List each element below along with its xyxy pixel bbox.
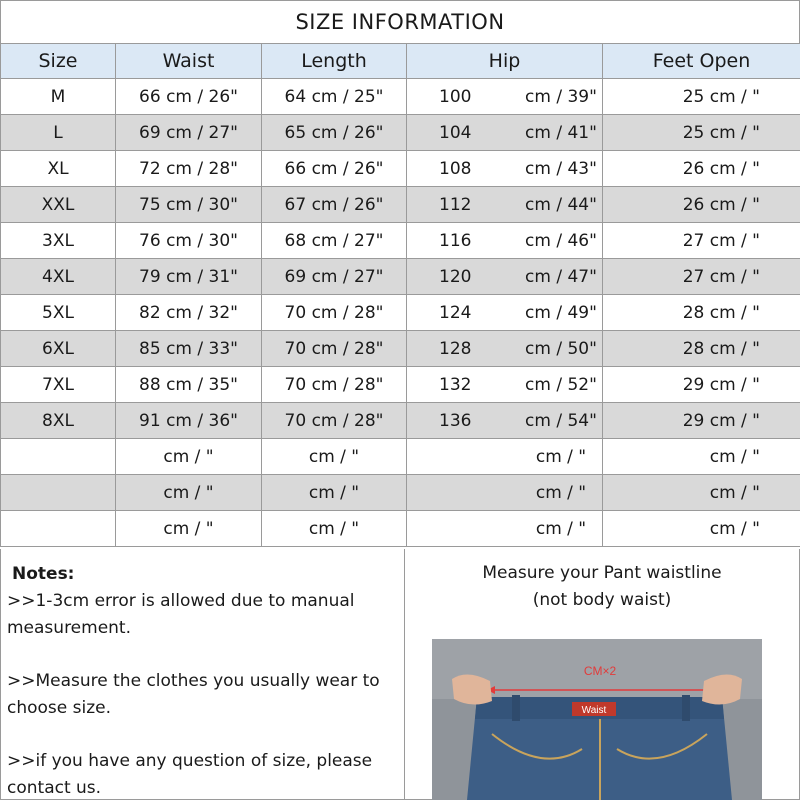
hip-cell (407, 475, 603, 511)
hip-unit-value: cm / 39" (501, 87, 603, 107)
length-cell: 64 cm / 25" (262, 79, 407, 115)
feet-open-cell: 25 cm / " (603, 115, 800, 151)
hip-cell (407, 79, 603, 115)
hip-cm-value: 104 (407, 123, 501, 143)
size-chart-title: SIZE INFORMATION (0, 0, 800, 44)
measure-instruction: Measure your Pant waistline (405, 563, 799, 583)
hip-cell (407, 403, 603, 439)
length-cell: 65 cm / 26" (262, 115, 407, 151)
length-cell: 67 cm / 26" (262, 187, 407, 223)
hip-unit-value: cm / " (501, 483, 603, 503)
hip-unit-value: cm / 52" (501, 375, 603, 395)
waist-cell: cm / " (116, 439, 262, 475)
length-cell: 66 cm / 26" (262, 151, 407, 187)
measure-label: CM×2 (584, 664, 617, 678)
header-feet-open: Feet Open (603, 44, 800, 79)
notes-panel (0, 549, 405, 800)
table-row (1, 223, 800, 259)
hip-unit-value: cm / 41" (501, 123, 603, 143)
waist-tag-text: Waist (582, 705, 607, 716)
table-row (1, 511, 800, 547)
hip-unit-value: cm / 46" (501, 231, 603, 251)
waist-cell: cm / " (116, 511, 262, 547)
feet-open-cell: 26 cm / " (603, 151, 800, 187)
header-size: Size (1, 44, 116, 79)
hip-cell (407, 223, 603, 259)
waist-cell: 72 cm / 28" (116, 151, 262, 187)
size-cell: 7XL (1, 367, 116, 403)
hip-cell (407, 511, 603, 547)
info-section (0, 549, 800, 800)
hip-unit-value: cm / 43" (501, 159, 603, 179)
hip-cell (407, 187, 603, 223)
table-row (1, 439, 800, 475)
waist-cell: 85 cm / 33" (116, 331, 262, 367)
feet-open-cell: 28 cm / " (603, 295, 800, 331)
notes-title: Notes: (7, 561, 398, 588)
table-row (1, 475, 800, 511)
table-row (1, 367, 800, 403)
size-cell: XXL (1, 187, 116, 223)
size-cell: 6XL (1, 331, 116, 367)
size-cell (1, 475, 116, 511)
size-cell: 4XL (1, 259, 116, 295)
hip-cell (407, 367, 603, 403)
length-cell: cm / " (262, 439, 407, 475)
length-cell: cm / " (262, 475, 407, 511)
length-cell: 70 cm / 28" (262, 295, 407, 331)
waist-cell: 76 cm / 30" (116, 223, 262, 259)
hip-cm-value: 112 (407, 195, 501, 215)
length-cell: 68 cm / 27" (262, 223, 407, 259)
hip-cm-value: 136 (407, 411, 501, 431)
size-cell: L (1, 115, 116, 151)
hip-cell (407, 331, 603, 367)
waist-cell: 75 cm / 30" (116, 187, 262, 223)
feet-open-cell: 28 cm / " (603, 331, 800, 367)
table-row (1, 187, 800, 223)
table-row (1, 403, 800, 439)
length-cell: 70 cm / 28" (262, 403, 407, 439)
hip-cell (407, 439, 603, 475)
feet-open-cell: cm / " (603, 475, 800, 511)
table-row (1, 115, 800, 151)
measure-note: (not body waist) (405, 590, 799, 610)
hip-cm-value: 132 (407, 375, 501, 395)
hip-unit-value: cm / 49" (501, 303, 603, 323)
note-error-tolerance: >>1-3cm error is allowed due to manual measurement. (7, 588, 398, 642)
hip-cm-value: 124 (407, 303, 501, 323)
hip-cm-value: 116 (407, 231, 501, 251)
waist-cell: 91 cm / 36" (116, 403, 262, 439)
pant-waist-photo (432, 639, 762, 800)
feet-open-cell: cm / " (603, 439, 800, 475)
note-measure-clothes: >>Measure the clothes you usually wear to choose size. (7, 668, 398, 722)
hip-cm-value: 128 (407, 339, 501, 359)
hip-cell (407, 295, 603, 331)
table-row (1, 79, 800, 115)
length-cell: 70 cm / 28" (262, 331, 407, 367)
length-cell: 69 cm / 27" (262, 259, 407, 295)
feet-open-cell: 26 cm / " (603, 187, 800, 223)
length-cell: cm / " (262, 511, 407, 547)
size-cell: 5XL (1, 295, 116, 331)
table-row (1, 295, 800, 331)
length-cell: 70 cm / 28" (262, 367, 407, 403)
waist-cell: 66 cm / 26" (116, 79, 262, 115)
feet-open-cell: cm / " (603, 511, 800, 547)
hip-unit-value: cm / " (501, 447, 603, 467)
header-waist: Waist (116, 44, 262, 79)
table-row (1, 151, 800, 187)
size-cell: 3XL (1, 223, 116, 259)
feet-open-cell: 29 cm / " (603, 403, 800, 439)
jeans-illustration (432, 639, 762, 800)
feet-open-cell: 27 cm / " (603, 223, 800, 259)
table-header-row (1, 44, 800, 79)
note-contact-us: >>if you have any question of size, please contact us. (7, 748, 398, 802)
hip-cm-value: 108 (407, 159, 501, 179)
table-row (1, 259, 800, 295)
hip-cell (407, 151, 603, 187)
feet-open-cell: 27 cm / " (603, 259, 800, 295)
feet-open-cell: 25 cm / " (603, 79, 800, 115)
hip-cell (407, 259, 603, 295)
size-cell (1, 439, 116, 475)
hip-cm-value: 100 (407, 87, 501, 107)
size-cell: M (1, 79, 116, 115)
hip-unit-value: cm / " (501, 519, 603, 539)
measure-panel (405, 549, 800, 800)
waist-cell: cm / " (116, 475, 262, 511)
hip-cell (407, 115, 603, 151)
waist-cell: 82 cm / 32" (116, 295, 262, 331)
header-length: Length (262, 44, 407, 79)
waist-cell: 79 cm / 31" (116, 259, 262, 295)
header-hip: Hip (407, 44, 603, 79)
hip-cm-value: 120 (407, 267, 501, 287)
hip-unit-value: cm / 44" (501, 195, 603, 215)
feet-open-cell: 29 cm / " (603, 367, 800, 403)
waist-cell: 88 cm / 35" (116, 367, 262, 403)
table-row (1, 331, 800, 367)
size-cell: 8XL (1, 403, 116, 439)
size-cell (1, 511, 116, 547)
hip-unit-value: cm / 54" (501, 411, 603, 431)
waist-cell: 69 cm / 27" (116, 115, 262, 151)
size-cell: XL (1, 151, 116, 187)
size-table (0, 43, 800, 547)
hip-unit-value: cm / 50" (501, 339, 603, 359)
hip-unit-value: cm / 47" (501, 267, 603, 287)
